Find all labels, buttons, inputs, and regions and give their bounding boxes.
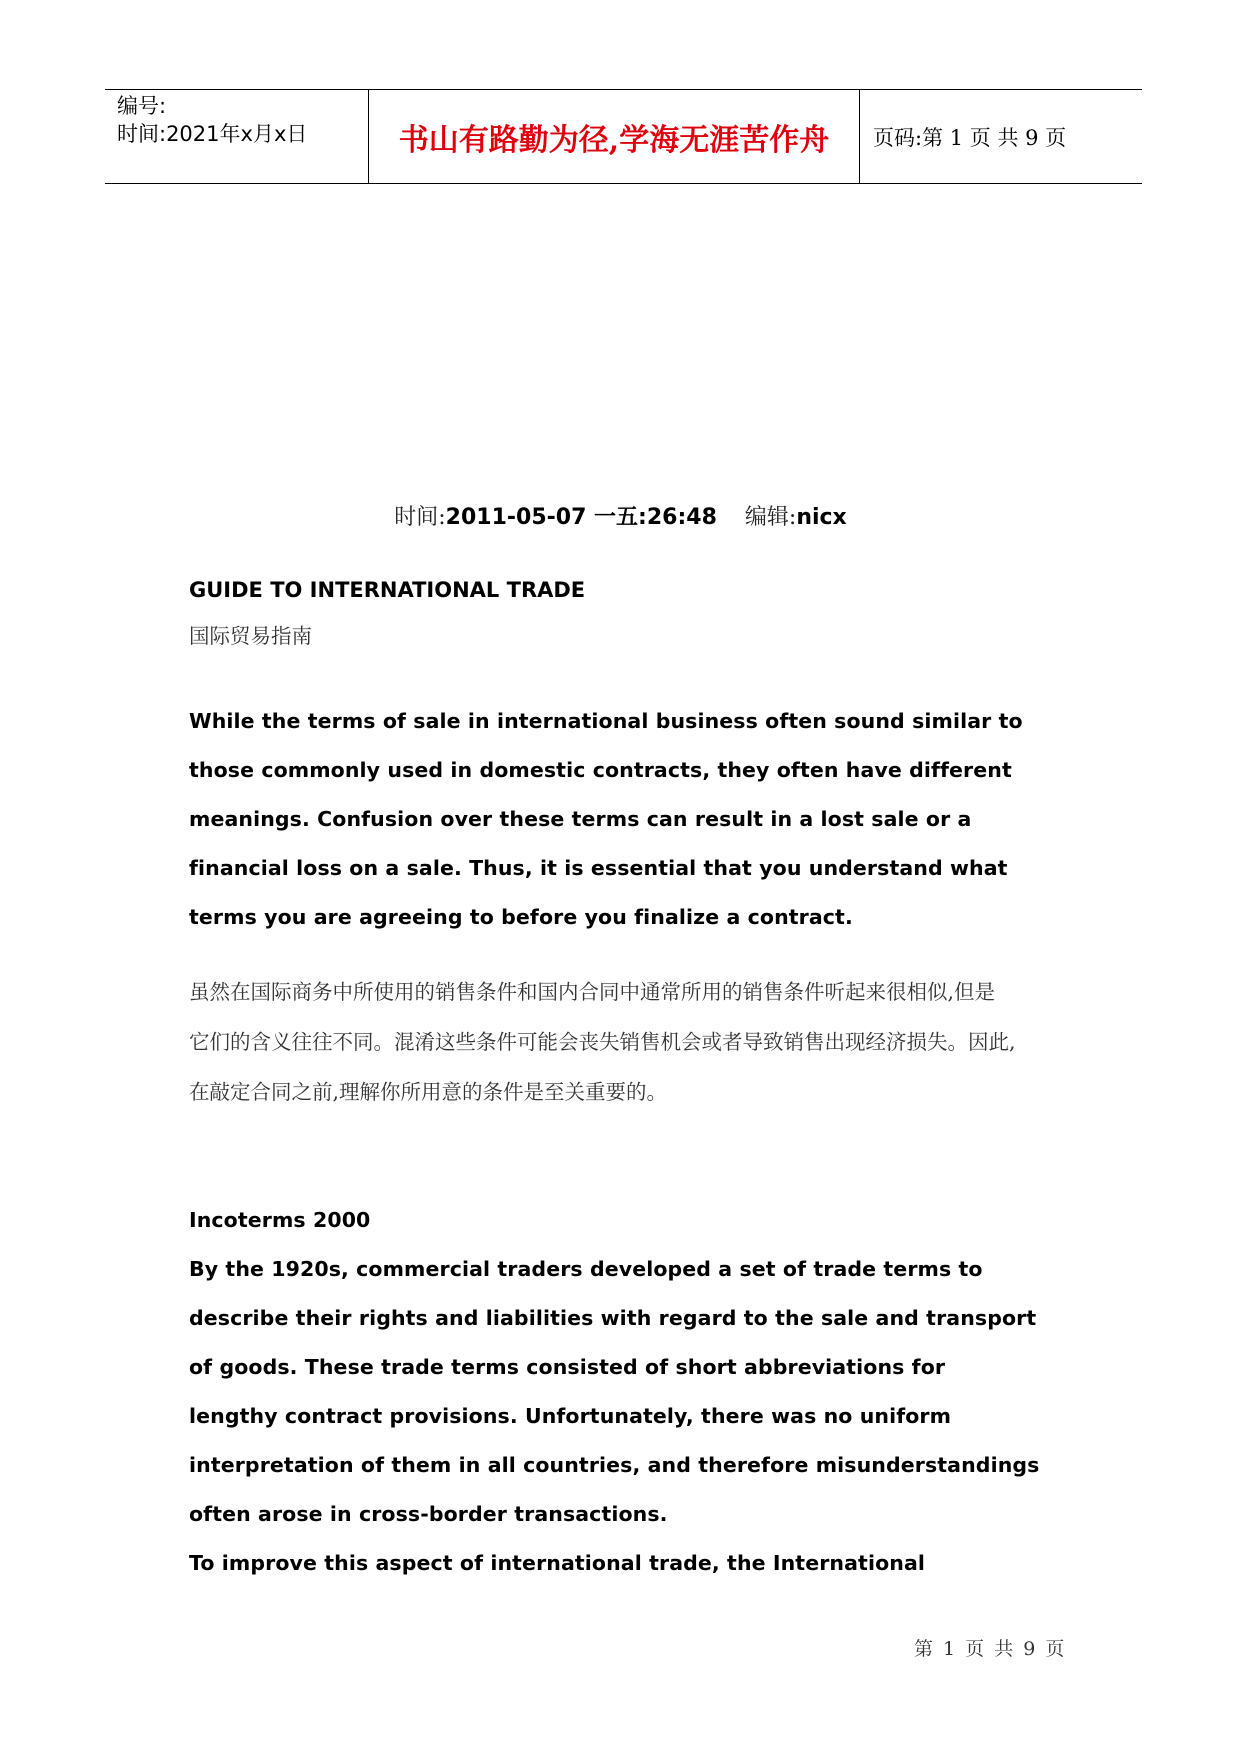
paragraph-1	[189, 697, 1069, 942]
paragraph-1-line: financial loss on a sale. Thus, it is essential that you understand what	[189, 856, 1008, 880]
article-title-en: GUIDE TO INTERNATIONAL TRADE	[189, 578, 586, 602]
meta-editor-value: nicx	[796, 505, 847, 530]
paragraph-2-line: of goods. These trade terms consisted of short abbreviations for	[189, 1355, 946, 1379]
page-info: 页码:第 1 页 共 9 页	[873, 125, 1067, 150]
header-left-cell	[105, 90, 369, 183]
paragraph-1-cn-line: 在敲定合同之前,理解你所用意的条件是至关重要的。	[189, 1080, 668, 1104]
header-right-cell	[860, 90, 1142, 183]
paragraph-1-line: meanings. Confusion over these terms can result in a lost sale or a	[189, 807, 972, 831]
meta-time-value: 2011-05-07 一五:26:48	[445, 505, 717, 530]
paragraph-2-line: lengthy contract provisions. Unfortunately, there was no uniform	[189, 1404, 952, 1428]
meta-time-label: 时间:	[394, 505, 446, 530]
meta-line	[0, 500, 1241, 531]
paragraph-2-line: interpretation of them in all countries, and therefore misunderstandings	[189, 1453, 1040, 1477]
paragraph-1-cn-line: 虽然在国际商务中所使用的销售条件和国内合同中通常所用的销售条件听起来很相似,但是	[189, 980, 996, 1004]
time-label: 时间:2021年x月x日	[117, 122, 308, 146]
motto-text: 书山有路勤为径,学海无涯苦作舟	[398, 122, 830, 158]
paragraph-2-line: To improve this aspect of international trade, the International	[189, 1551, 926, 1575]
paragraph-1-line: terms you are agreeing to before you finalize a contract.	[189, 905, 853, 929]
paragraph-1-line: While the terms of sale in international business often sound similar to	[189, 709, 1023, 733]
paragraph-2	[189, 1245, 1069, 1588]
paragraph-1-cn	[189, 967, 1069, 1117]
paragraph-1-cn-line: 它们的含义往往不同。混淆这些条件可能会丧失销售机会或者导致销售出现经济损失。因此,	[189, 1030, 1016, 1054]
number-label: 编号:	[117, 94, 167, 118]
header-middle-cell	[369, 90, 860, 183]
paragraph-1-line: those commonly used in domestic contracts, they often have different	[189, 758, 1012, 782]
paragraph-2-line: describe their rights and liabilities with regard to the sale and transport	[189, 1306, 1037, 1330]
paragraph-2-line: By the 1920s, commercial traders developed a set of trade terms to	[189, 1257, 983, 1281]
meta-editor-label: 编辑:	[744, 505, 797, 530]
paragraph-2-line: often arose in cross-border transactions.	[189, 1502, 668, 1526]
header-table	[105, 89, 1142, 184]
section-title: Incoterms 2000	[189, 1208, 371, 1232]
page-footer: 第 1 页 共 9 页	[914, 1638, 1067, 1660]
article-title-cn: 国际贸易指南	[189, 624, 312, 648]
